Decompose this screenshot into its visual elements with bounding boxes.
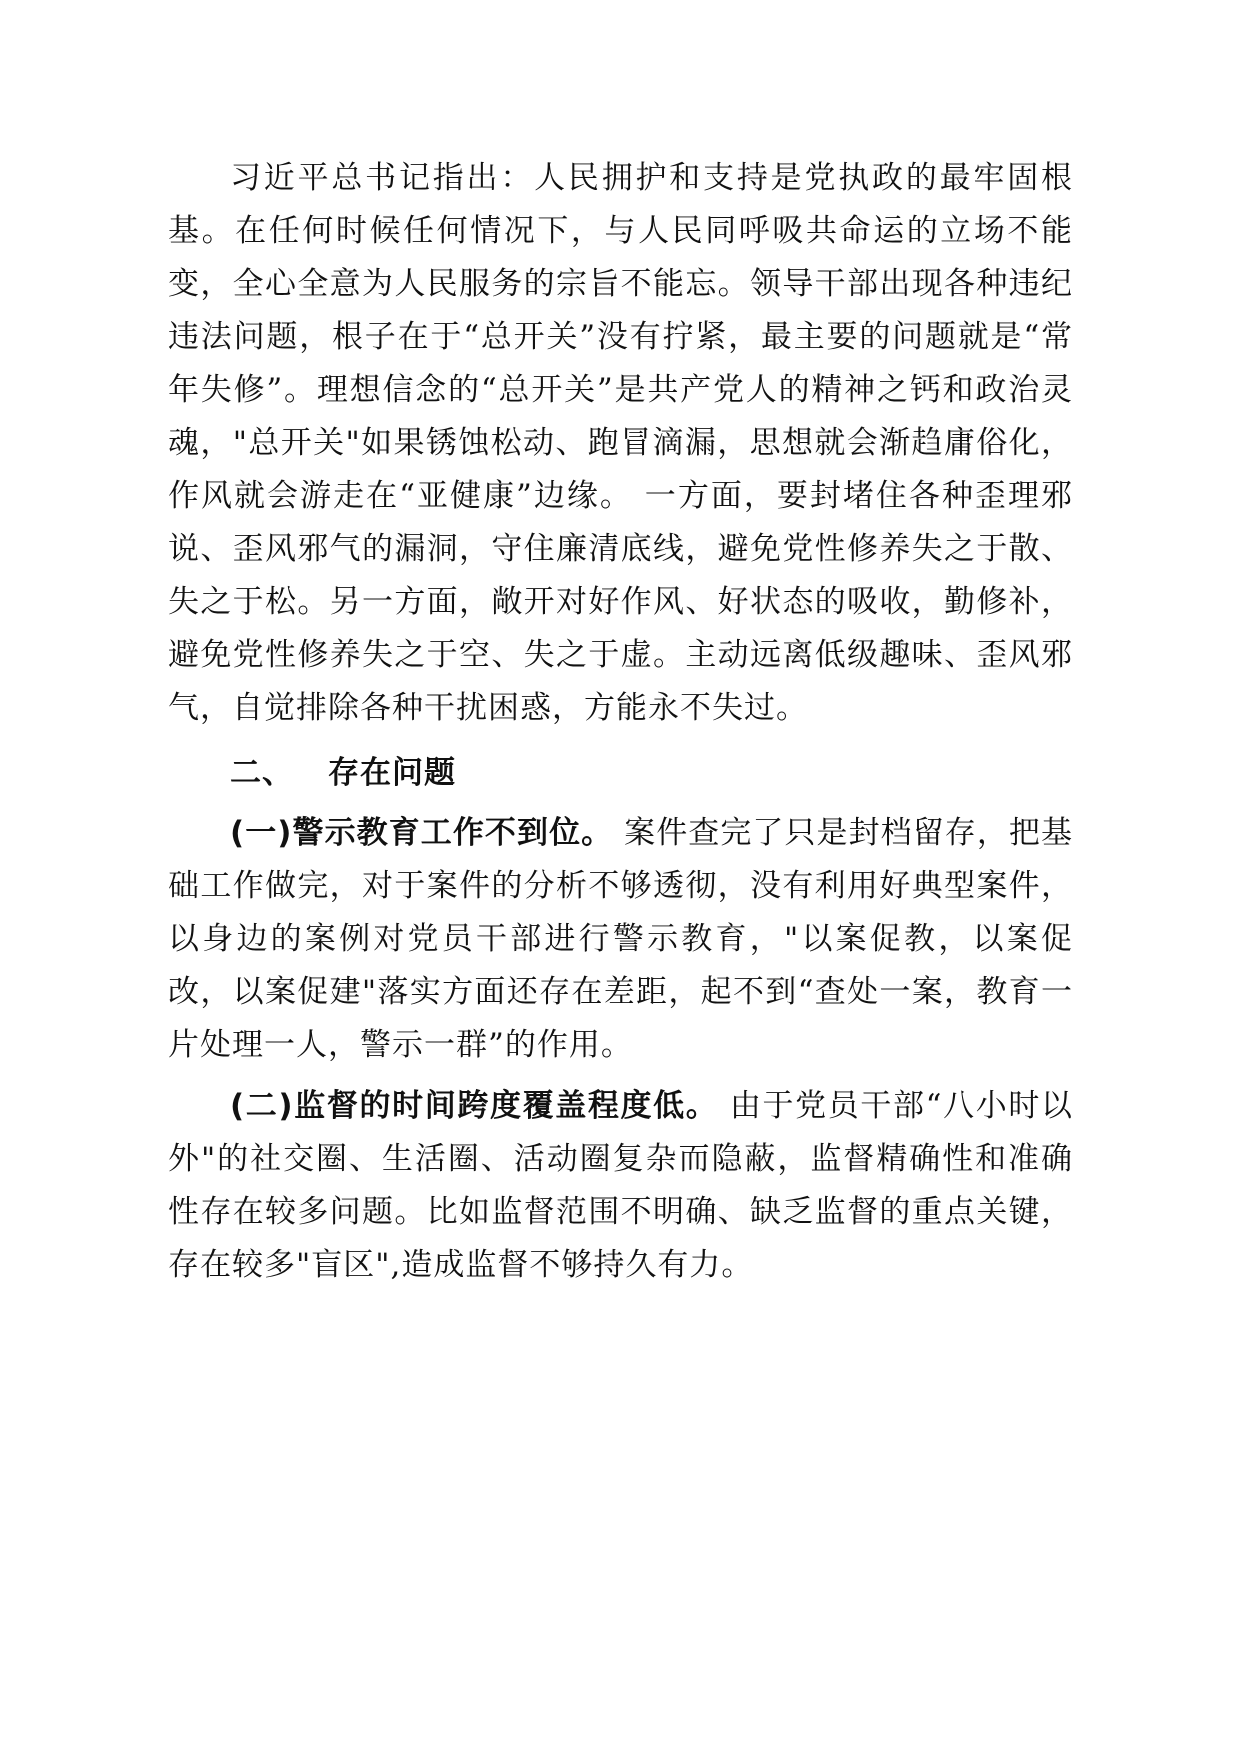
document-page (168, 152, 1073, 1292)
problem-item-2-lead: (二)监督的时间跨度覆盖程度低。 (230, 1088, 719, 1124)
section-title: 存在问题 (328, 755, 456, 791)
problem-item-1-text: 案件查完了只是封档留存，把基础工作做完，对于案件的分析不够透彻，没有利用好典型案件，以身边的案例对党员干部进行警示教育，"以案促教，以案促改，以案促建"落实方面还存在差距，起不到“查处一案，教育一片处理一人，警示一群”的作用。 (168, 815, 1073, 1063)
section-number: 二、 (230, 755, 294, 791)
problem-item-1-lead: (一)警示教育工作不到位。 (230, 815, 614, 851)
section-heading (168, 745, 1073, 801)
problem-item-2 (168, 1080, 1073, 1292)
problem-item-2-text: 由于党员干部“八小时以外"的社交圈、生活圈、活动圈复杂而隐蔽，监督精确性和准确性存在较多问题。比如监督范围不明确、缺乏监督的重点关键，存在较多"盲区",造成监督不够持久有力。 (168, 1088, 1073, 1283)
body-paragraph: 习近平总书记指出：人民拥护和支持是党执政的最牢固根基。在任何时候任何情况下，与人民同呼吸共命运的立场不能变，全心全意为人民服务的宗旨不能忘。领导干部出现各种违纪违法问题，根子在于“总开关”没有拧紧，最主要的问题就是“常年失修”。理想信念的“总开关”是共产党人的精神之钙和政治灵魂，"总开关"如果锈蚀松动、跑冒滴漏，思想就会渐趋庸俗化，作风就会游走在“亚健康”边缘。 一方面，要封堵住各种歪理邪说、歪风邪气的漏洞，守住廉清底线，避免党性修养失之于散、失之于松。另一方面，敞开对好作风、好状态的吸收，勤修补，避免党性修养失之于空、失之于虚。主动远离低级趣味、歪风邪气，自觉排除各种干扰困惑，方能永不失过。 (168, 160, 1073, 726)
problem-item-1 (168, 807, 1073, 1072)
